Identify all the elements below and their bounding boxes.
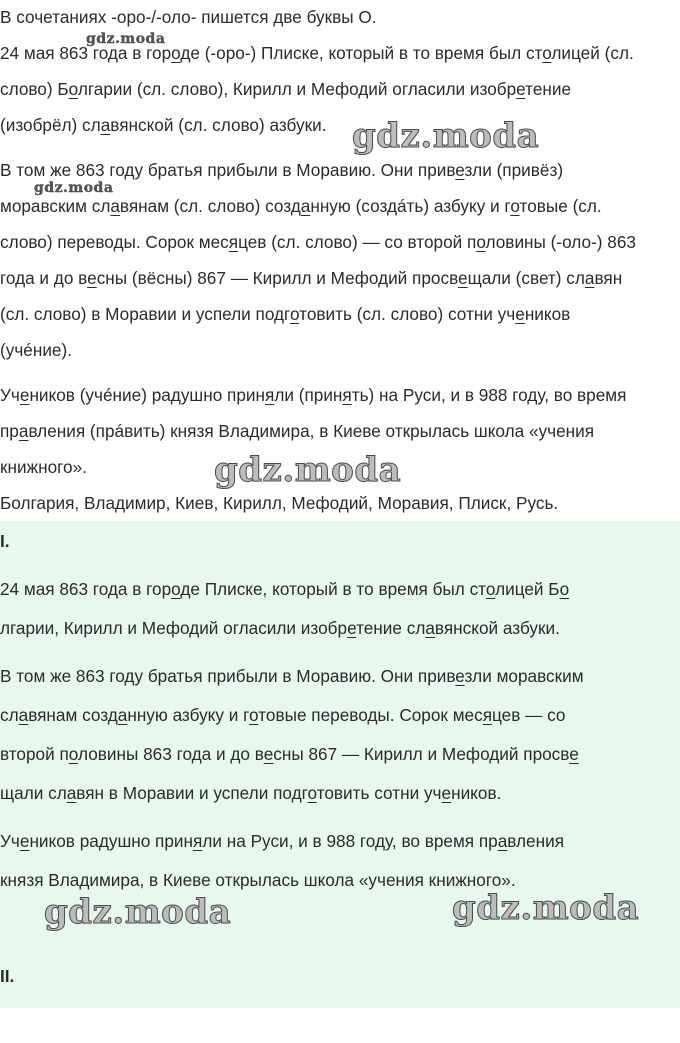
text-segment: ников [524, 304, 571, 324]
text-segment: лгарии, Кирилл и Мефодий огласили изобр [0, 618, 348, 638]
text-segment: де (-оро-) Плиске, который в то время был ст [180, 43, 543, 63]
highlighted-letter: а [425, 618, 435, 638]
highlighted-letter: о [542, 43, 552, 63]
text-segment: книжного». [0, 457, 87, 477]
text-segment: товые (сл. [519, 196, 602, 216]
highlighted-letter: я [342, 385, 352, 405]
text-segment: второй п [0, 744, 69, 764]
highlighted-letter: е [347, 618, 357, 638]
text-segment: цев — со [492, 705, 566, 725]
text-line [0, 377, 680, 413]
text-segment: тение [525, 79, 572, 99]
text-segment: вления (прáвить) князя Владимира, в Киеве открылась школа «учения [28, 421, 595, 441]
text-segment: нную (создáть) азбуку и г [310, 196, 511, 216]
text-segment: товить сотни уч [316, 783, 442, 803]
text-segment: В том же 863 году братья прибыли в Моравию. Они прив [0, 666, 456, 686]
text-line [0, 823, 680, 859]
highlighted-letter: а [66, 783, 77, 803]
text-line [0, 610, 680, 646]
highlighted-letter: о [68, 79, 78, 99]
text-line [0, 224, 680, 260]
text-segment: года и до в [0, 268, 88, 288]
highlighted-letter: е [19, 385, 30, 405]
text-line [0, 413, 680, 449]
highlighted-letter: е [441, 783, 452, 803]
text-segment: тение сл [356, 618, 426, 638]
text-segment: лицей (сл. [551, 43, 634, 63]
text-line [0, 658, 680, 694]
text-line [0, 571, 680, 607]
text-segment: Уч [0, 831, 20, 851]
highlighted-letter: о [171, 579, 181, 599]
text-segment: пр [0, 421, 19, 441]
text-segment: вянской азбуки. [434, 618, 560, 638]
highlighted-letter: о [485, 579, 496, 599]
text-segment: щали (свет) сл [467, 268, 585, 288]
text-line [0, 107, 680, 143]
text-segment: (изобрёл) сл [0, 115, 101, 135]
text-segment: вления [507, 831, 565, 851]
text-segment: Уч [0, 385, 20, 405]
highlighted-letter: а [18, 705, 29, 725]
text-segment: (учéние). [0, 340, 72, 360]
section-heading: II. [0, 966, 15, 986]
text-segment: зли моравским [464, 666, 584, 686]
highlighted-letter: о [289, 304, 300, 324]
highlighted-letter: е [87, 268, 97, 288]
highlighted-letter: е [458, 268, 468, 288]
text-segment: щали сл [0, 783, 67, 803]
text-segment: вянской (сл. слово) азбуки. [110, 115, 327, 135]
text-line [0, 71, 680, 107]
text-segment: ников. [451, 783, 502, 803]
watermark-logo: gdz.moda [352, 116, 540, 156]
text-segment: нную азбуку и г [127, 705, 250, 725]
highlighted-letter: а [110, 196, 120, 216]
text-segment: зли (привёз) [464, 160, 564, 180]
names-list: Болгария, Владимир, Киев, Кирилл, Мефодий, Моравия, Плиск, Русь. [0, 493, 559, 513]
highlighted-letter: я [228, 232, 239, 252]
text-segment: вян в Моравии и успели подг [76, 783, 308, 803]
text-segment: вянам (сл. слово) созд [119, 196, 301, 216]
highlighted-letter: о [559, 579, 570, 599]
highlighted-letter: о [510, 196, 520, 216]
watermark-logo: gdz.moda [452, 888, 640, 928]
text-line [0, 697, 680, 733]
text-segment: ли на Руси, и в 988 году, во время пр [202, 831, 498, 851]
rule-text: В сочетаниях -оро-/-оло- пишется две буквы О. [0, 7, 377, 27]
highlighted-letter: а [18, 421, 29, 441]
text-segment: ников (учéние) радушно прин [29, 385, 266, 405]
text-segment: ли (прин [274, 385, 343, 405]
highlighted-letter: е [19, 831, 30, 851]
text-segment: 24 мая 863 года в гор [0, 579, 172, 599]
highlighted-letter: о [249, 705, 259, 725]
highlighted-letter: о [171, 43, 181, 63]
text-segment: вянам созд [28, 705, 118, 725]
text-segment: де Плиске, который в то время был ст [180, 579, 486, 599]
text-line [0, 296, 680, 332]
watermark-logo: gdz.moda [44, 892, 232, 932]
text-segment: ловины 863 года и до в [77, 744, 264, 764]
text-segment: лицей Б [495, 579, 560, 599]
text-line [0, 260, 680, 296]
highlighted-letter: а [300, 196, 311, 216]
text-segment: слово) Б [0, 79, 69, 99]
highlighted-letter: я [482, 705, 492, 725]
text-segment: моравским сл [0, 196, 111, 216]
text-segment: вян [594, 268, 623, 288]
text-segment: 24 мая 863 года в гор [0, 43, 172, 63]
text-segment: сл [0, 705, 19, 725]
highlighted-letter: е [516, 79, 526, 99]
watermark-logo: gdz.moda [86, 31, 166, 47]
highlighted-letter: я [193, 831, 203, 851]
highlighted-letter: о [68, 744, 78, 764]
text-segment: товить (сл. слово) сотни уч [299, 304, 516, 324]
text-segment: слово) переводы. Сорок мес [0, 232, 229, 252]
watermark-logo: gdz.moda [34, 180, 114, 196]
highlighted-letter: е [263, 744, 274, 764]
watermark-logo: gdz.moda [214, 450, 402, 490]
text-segment: ть) на Руси, и в 988 году, во время [351, 385, 627, 405]
text-segment: ников радушно прин [29, 831, 194, 851]
text-line [0, 736, 680, 772]
text-segment: князя Владимира, в Киеве открылась школа «учения книжного». [0, 870, 516, 890]
highlighted-letter: о [476, 232, 486, 252]
highlighted-letter: а [117, 705, 128, 725]
highlighted-letter: о [307, 783, 317, 803]
text-line [0, 775, 680, 811]
highlighted-letter: я [265, 385, 275, 405]
highlighted-letter: е [515, 304, 525, 324]
highlighted-letter: е [455, 160, 465, 180]
text-segment: ловины (-оло-) 863 [485, 232, 636, 252]
highlighted-letter: а [100, 115, 111, 135]
text-segment: цев (сл. слово) — со второй п [238, 232, 477, 252]
text-line [0, 332, 680, 368]
highlighted-letter: е [569, 744, 579, 764]
text-segment: лгарии (сл. слово), Кирилл и Мефодий огласили изобр [77, 79, 517, 99]
text-segment: сны (вёсны) 867 — Кирилл и Мефодий просв [96, 268, 459, 288]
highlighted-letter: е [455, 666, 465, 686]
section-heading: I. [0, 531, 10, 551]
highlighted-letter: а [497, 831, 508, 851]
text-segment: (сл. слово) в Моравии и успели подг [0, 304, 290, 324]
text-segment: В том же 863 году братья прибыли в Моравию. Они прив [0, 160, 456, 180]
text-segment: товые переводы. Сорок мес [258, 705, 483, 725]
text-segment: сны 867 — Кирилл и Мефодий просв [273, 744, 570, 764]
highlighted-letter: а [584, 268, 595, 288]
